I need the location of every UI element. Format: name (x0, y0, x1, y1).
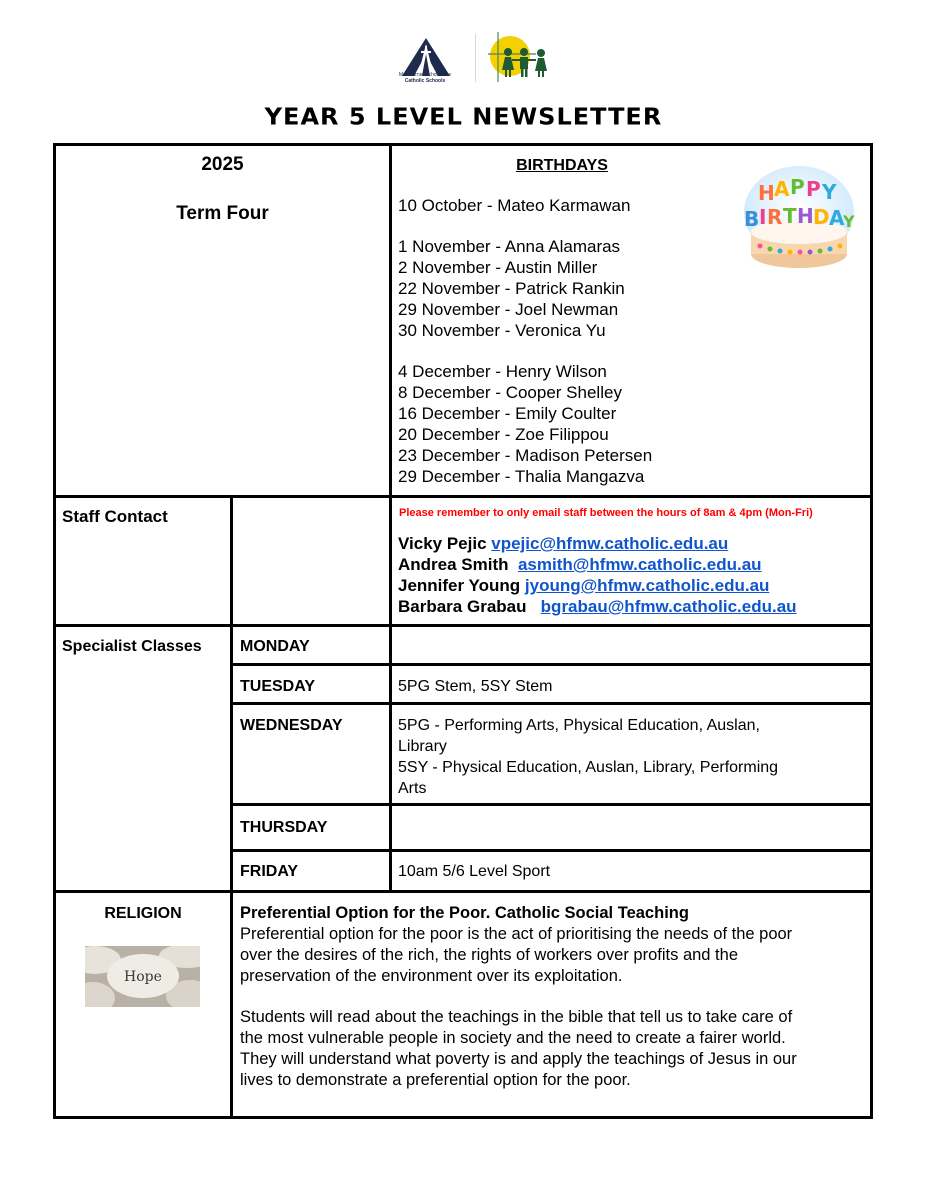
staff-name: Jennifer Young (398, 576, 525, 595)
staff-name: Andrea Smith (398, 555, 518, 574)
text-line: Students will read about the teachings in the bible that tell us to take care of (240, 1008, 793, 1026)
row-divider (231, 803, 873, 806)
birthday-item: 23 December - Madison Petersen (398, 446, 653, 465)
staff-contact-label: Staff Contact (62, 507, 168, 526)
birthday-item: 29 December - Thalia Mangazva (398, 467, 645, 486)
row-divider (53, 495, 873, 498)
svg-text:Y: Y (822, 180, 837, 204)
tuesday-details: 5PG Stem, 5SY Stem (398, 678, 553, 695)
text-line: over the desires of the rich, the rights of workers over profits and the (240, 946, 738, 964)
staff-email-link[interactable]: vpejic@hfmw.catholic.edu.au (491, 534, 729, 553)
email-hours-notice: Please remember to only email staff between the hours of 8am & 4pm (Mon-Fri) (399, 507, 813, 519)
newsletter-title: YEAR 5 LEVEL NEWSLETTER (264, 103, 663, 131)
svg-text:B: B (744, 207, 760, 231)
column-divider (389, 143, 392, 893)
birthday-item: 29 November - Joel Newman (398, 300, 619, 319)
svg-text:H: H (758, 181, 775, 205)
birthdays-heading-wrap (392, 154, 732, 176)
day-tuesday: TUESDAY (240, 678, 315, 695)
text-line: They will understand what poverty is and apply the teachings of Jesus in our (240, 1050, 797, 1068)
birthday-item: 1 November - Anna Alamaras (398, 237, 621, 256)
school-children-logo-icon (486, 30, 556, 84)
birthdays-heading: BIRTHDAYS (516, 157, 608, 174)
text-line: preservation of the environment over its exploitation. (240, 967, 623, 985)
svg-text:R: R (767, 205, 783, 229)
birthday-item: 20 December - Zoe Filippou (398, 425, 609, 444)
friday-details: 10am 5/6 Level Sport (398, 863, 551, 880)
row-divider (53, 890, 873, 893)
row-divider (231, 663, 873, 666)
logo-divider (475, 34, 476, 82)
hope-stone-image-icon (85, 946, 200, 1007)
staff-email-link[interactable]: asmith@hfmw.catholic.edu.au (517, 555, 762, 574)
day-monday: MONDAY (240, 638, 310, 655)
staff-contacts (398, 533, 868, 617)
svg-text:I: I (759, 205, 767, 229)
svg-text:A: A (829, 206, 845, 230)
column-divider (230, 495, 233, 1119)
svg-text:T: T (783, 204, 797, 228)
birthday-item: 4 December - Henry Wilson (398, 362, 607, 381)
staff-contact-row (398, 554, 868, 575)
specialist-classes-label: Specialist Classes (62, 638, 202, 655)
detail-line: 5PG - Performing Arts, Physical Education, Auslan, (398, 717, 760, 734)
religion-label: RELIGION (104, 905, 182, 922)
birthday-item: 16 December - Emily Coulter (398, 404, 617, 423)
birthday-item: 10 October - Mateo Karmawan (398, 196, 631, 215)
detail-line: Library (398, 738, 447, 755)
detail-line: 5SY - Physical Education, Auslan, Library, Performing (398, 759, 779, 776)
religion-content (240, 903, 865, 1091)
staff-name: Barbara Grabau (398, 597, 541, 616)
religion-heading: Preferential Option for the Poor. Catholic Social Teaching (240, 904, 689, 922)
svg-text:H: H (797, 204, 814, 228)
day-thursday: THURSDAY (240, 819, 328, 836)
birthday-item: 2 November - Austin Miller (398, 258, 598, 277)
day-friday: FRIDAY (240, 863, 299, 880)
day-wednesday: WEDNESDAY (240, 717, 343, 734)
religion-paragraph-1 (240, 924, 865, 987)
birthday-item: 22 November - Patrick Rankin (398, 279, 625, 298)
svg-text:A: A (774, 177, 790, 201)
staff-email-link[interactable]: jyoung@hfmw.catholic.edu.au (524, 576, 770, 595)
detail-line: Arts (398, 780, 427, 797)
birthdays-list (398, 195, 738, 487)
text-line: Preferential option for the poor is the act of prioritising the needs of the poor (240, 925, 793, 943)
birthday-cake-icon (740, 162, 858, 274)
header-logos (380, 28, 580, 86)
row-divider (231, 702, 873, 705)
staff-email-link[interactable]: bgrabau@hfmw.catholic.edu.au (540, 597, 797, 616)
svg-text:Y: Y (843, 212, 855, 231)
religion-paragraph-2 (240, 1007, 865, 1091)
staff-contact-row (398, 596, 868, 617)
svg-text:D: D (813, 205, 830, 229)
staff-contact-row (398, 575, 868, 596)
row-divider (53, 624, 873, 627)
staff-contact-row (398, 533, 868, 554)
staff-name: Vicky Pejic (398, 534, 492, 553)
text-line: the most vulnerable people in society and the need to create a fairer world. (240, 1029, 786, 1047)
svg-text:P: P (806, 177, 821, 201)
wednesday-details (398, 715, 868, 799)
birthday-item: 8 December - Cooper Shelley (398, 383, 622, 402)
svg-text:P: P (790, 175, 805, 199)
row-divider (231, 849, 873, 852)
text-line: lives to demonstrate a preferential option for the poor. (240, 1071, 631, 1089)
svg-text:Hope: Hope (124, 969, 162, 985)
melbourne-archdiocese-wordmark: Melbourne Archdiocese Catholic Schools (398, 72, 452, 84)
term-label: Term Four (176, 203, 269, 224)
year-label: 2025 (201, 154, 244, 175)
birthday-item: 30 November - Veronica Yu (398, 321, 606, 340)
